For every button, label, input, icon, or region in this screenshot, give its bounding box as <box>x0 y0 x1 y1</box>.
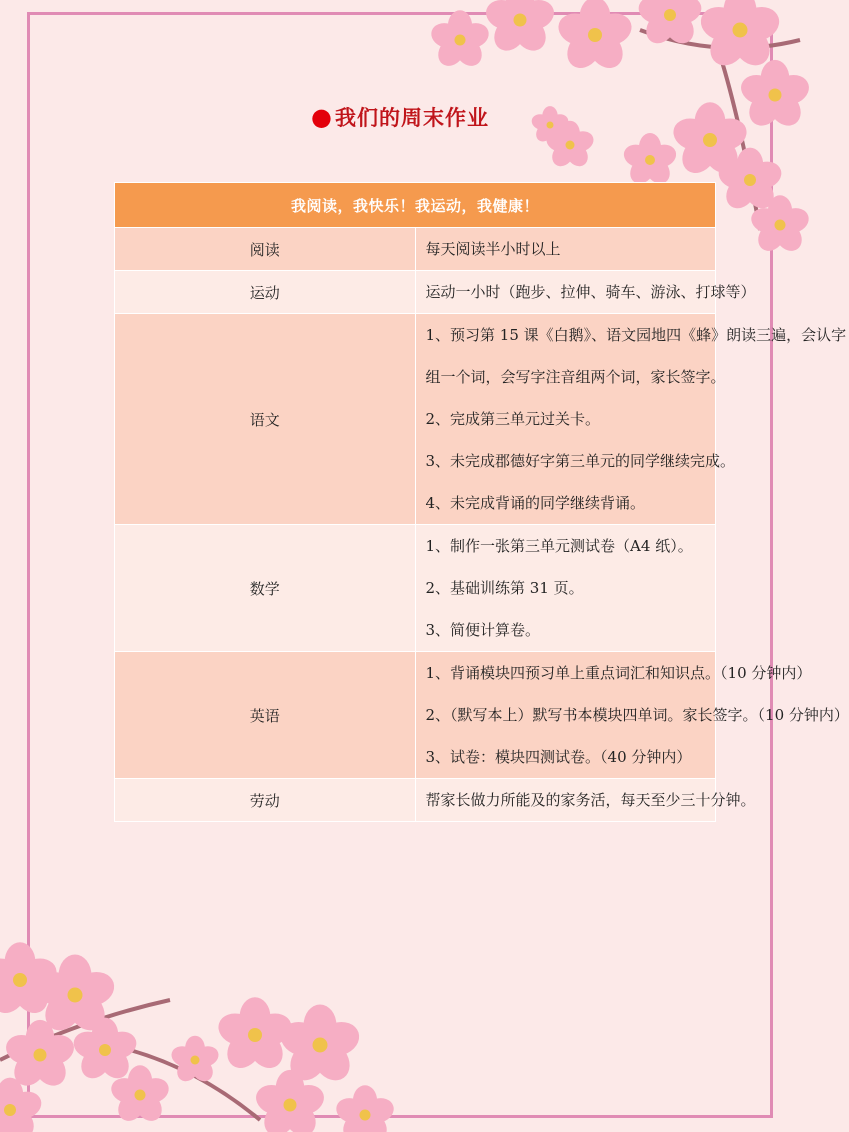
subject-chinese: 语文 <box>115 314 416 525</box>
task-line: 3、简便计算卷。 <box>425 621 541 639</box>
task-line: 组一个词，会写字注音组两个词，家长签字。 <box>425 368 726 386</box>
page-title-text: 我们的周末作业 <box>334 105 489 130</box>
task-line: 每天阅读半小时以上 <box>425 240 561 258</box>
cherry-blossom-bottom-left-decoration <box>0 940 400 1132</box>
table-row <box>115 779 716 822</box>
subject-sports: 运动 <box>115 271 416 314</box>
task-cell <box>415 652 849 779</box>
table-row <box>115 652 716 779</box>
homework-table <box>114 182 849 822</box>
subject-labor: 劳动 <box>115 779 416 822</box>
table-header: 我阅读，我快乐！我运动，我健康！ <box>115 183 716 228</box>
table-row <box>115 525 716 652</box>
table-row <box>115 228 716 271</box>
task-line: 3、未完成郡德好字第三单元的同学继续完成。 <box>425 452 736 470</box>
task-line: 帮家长做力所能及的家务活，每天至少三十分钟。 <box>425 791 756 809</box>
task-cell <box>415 779 756 822</box>
task-cell <box>415 228 716 271</box>
task-line: 1、预习第 15 课《白鹅》、语文园地四《蜂》朗读三遍，会认字 <box>425 326 847 344</box>
task-line: 2、基础训练第 31 页。 <box>425 579 584 597</box>
task-line: 2、完成第三单元过关卡。 <box>425 410 601 428</box>
task-cell <box>415 314 847 525</box>
page-title <box>0 102 800 132</box>
task-line: 1、背诵模块四预习单上重点词汇和知识点。（10 分钟内） <box>425 664 812 682</box>
subject-english: 英语 <box>115 652 416 779</box>
subject-math: 数学 <box>115 525 416 652</box>
task-cell <box>415 271 756 314</box>
task-line: 4、未完成背诵的同学继续背诵。 <box>425 494 646 512</box>
task-line: 2、（默写本上）默写书本模块四单词。家长签字。（10 分钟内） <box>425 706 849 724</box>
task-line: 1、制作一张第三单元测试卷（A4 纸）。 <box>425 537 693 555</box>
red-dot-icon: ● <box>311 102 333 131</box>
subject-reading: 阅读 <box>115 228 416 271</box>
task-line: 运动一小时（跑步、拉伸、骑车、游泳、打球等） <box>425 283 756 301</box>
table-row <box>115 271 716 314</box>
task-cell <box>415 525 716 652</box>
table-row <box>115 314 716 525</box>
task-line: 3、试卷：模块四测试卷。（40 分钟内） <box>425 748 692 766</box>
